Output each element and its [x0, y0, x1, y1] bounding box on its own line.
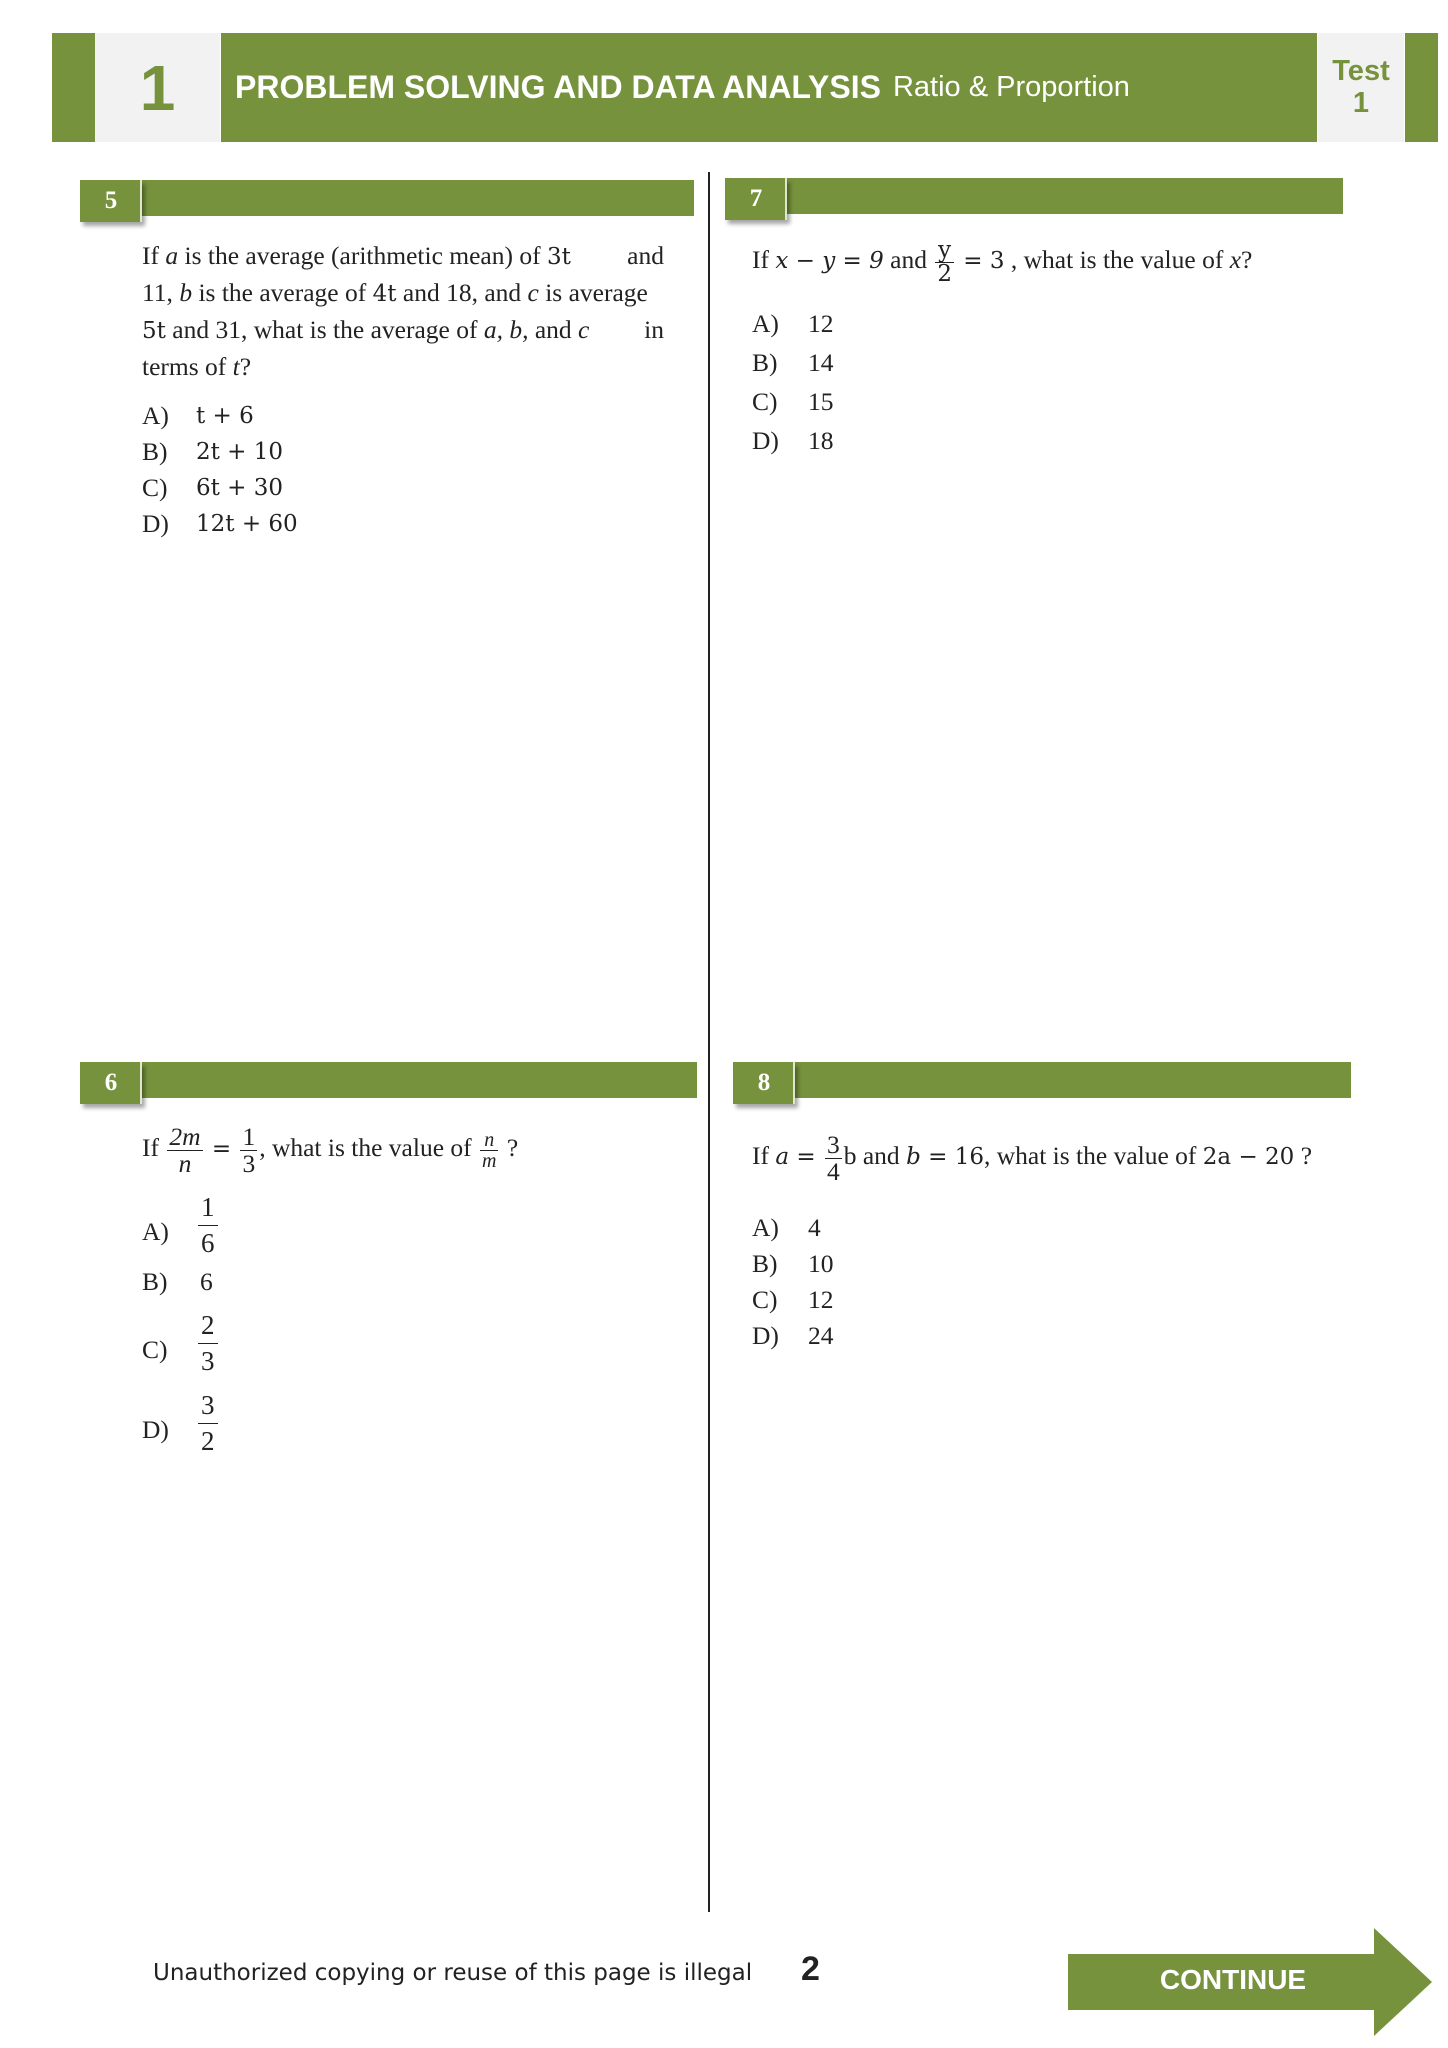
question-number-6: 6 [80, 1062, 142, 1104]
question-7-bar [725, 178, 1343, 214]
header-right-stripe [1405, 33, 1438, 142]
answer-choice-c[interactable]: C) 2 3 [142, 1310, 442, 1390]
answer-choice-d[interactable]: D) 3 2 [142, 1390, 442, 1470]
header-bar [221, 33, 1317, 142]
section-title: PROBLEM SOLVING AND DATA ANALYSIS [235, 69, 881, 105]
copyright-notice: Unauthorized copying or reuse of this page is illegal [153, 1960, 753, 1986]
answer-choice-d[interactable]: D) 12t + 60 [142, 509, 298, 538]
question-number-8: 8 [733, 1062, 795, 1104]
question-5-bar [80, 180, 694, 216]
answer-choice-a[interactable]: A) t + 6 [142, 401, 254, 430]
answer-choice-a[interactable]: A) 12 [752, 309, 834, 338]
question-8-bar [733, 1062, 1351, 1098]
question-6-text: If $\frac{2m}{n}$ = $\frac{1}{3}$ , what is the value of $\frac{n}{m}$ ? [142, 1122, 519, 1178]
question-5-options [142, 398, 542, 542]
section-number: 1 [95, 33, 220, 142]
page-number: 2 [801, 1950, 820, 1988]
question-6-options [142, 1192, 442, 1470]
answer-choice-c[interactable]: C) 12 [752, 1285, 834, 1314]
answer-choice-c[interactable]: C) 6t + 30 [142, 473, 284, 502]
header-left-stripe [52, 33, 95, 142]
answer-choice-d[interactable]: D) 24 [752, 1321, 834, 1350]
answer-choice-b[interactable]: B) 10 [752, 1249, 834, 1278]
answer-choice-a[interactable]: A) 1 6 [142, 1192, 442, 1272]
question-7-text: If x − y = 9 and $\frac{y}{2}$ = 3 , what is the value of x? [752, 236, 1253, 287]
column-divider [708, 172, 710, 1912]
section-subtitle: Ratio & Proportion [892, 71, 1130, 103]
answer-choice-d[interactable]: D) 18 [752, 426, 834, 455]
question-8-text: If a = $\frac{3}{4}$ b and b = 16, what is the value of 2a − 20 ? [752, 1130, 1313, 1186]
test-label: Test [1332, 54, 1390, 87]
continue-button[interactable] [1068, 1928, 1432, 2036]
question-number-5: 5 [80, 180, 142, 222]
answer-choice-b[interactable]: B) 14 [752, 348, 834, 377]
question-5-text: If a is the average (arithmetic mean) of 3t and 11, b is the average of 4t and 18, and c is average 5t and 31, what is the average of a, b, and c in terms of t? [142, 241, 664, 381]
test-number: 1 [1352, 86, 1370, 119]
question-6-bar [80, 1062, 697, 1098]
test-label-box [1318, 33, 1404, 142]
question-number-7: 7 [725, 178, 787, 220]
question-8-options [752, 1210, 1052, 1354]
answer-choice-a[interactable]: A) 4 [752, 1213, 821, 1242]
question-7-options [752, 306, 1152, 462]
answer-choice-b[interactable]: B) 2t + 10 [142, 437, 284, 466]
answer-choice-c[interactable]: C) 15 [752, 387, 834, 416]
continue-label: CONTINUE [1159, 1964, 1307, 1995]
answer-choice-b[interactable]: B) 6 [142, 1267, 213, 1296]
